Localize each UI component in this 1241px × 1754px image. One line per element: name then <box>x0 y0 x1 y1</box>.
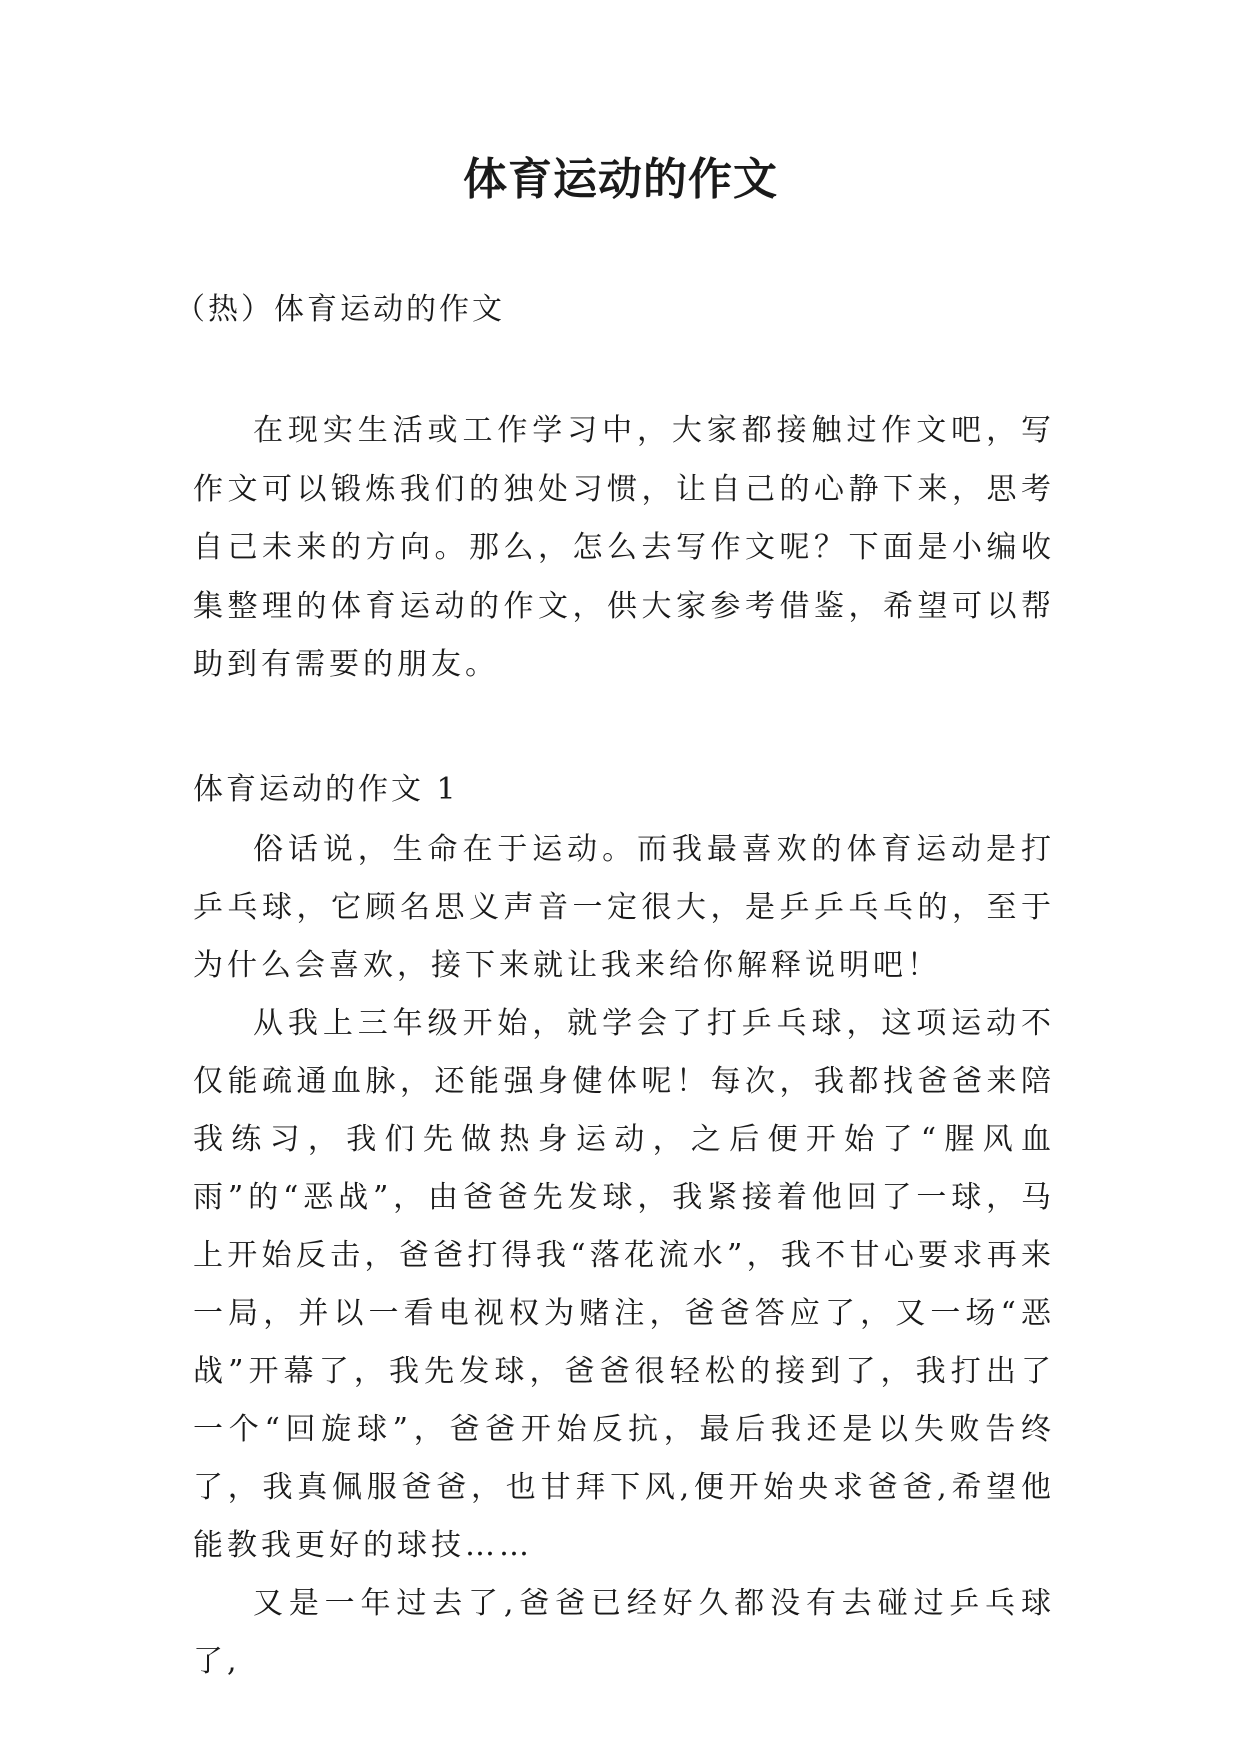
essay-paragraph-1: 俗话说，生命在于运动。而我最喜欢的体育运动是打乒乓球，它顾名思义声音一定很大，是乒乒乓乓的，至于为什么会喜欢，接下来就让我来给你解释说明吧！ <box>193 832 1055 983</box>
essay-body <box>193 821 1055 1691</box>
essay-paragraph-3: 又是一年过去了,爸爸已经好久都没有去碰过乒乓球了, <box>193 1586 1055 1679</box>
intro-paragraph: 在现实生活或工作学习中，大家都接触过作文吧，写作文可以锻炼我们的独处习惯，让自己的心静下来，思考自己未来的方向。那么，怎么去写作文呢？下面是小编收集整理的体育运动的作文，供大家参考借鉴，希望可以帮助到有需要的朋友。 <box>193 413 1055 682</box>
document-subtitle: （热）体育运动的作文 <box>175 292 505 327</box>
document-title: 体育运动的作文 <box>463 154 778 205</box>
intro-section <box>193 402 1055 695</box>
section-heading: 体育运动的作文 1 <box>193 772 459 807</box>
essay-paragraph-2: 从我上三年级开始，就学会了打乒乓球，这项运动不仅能疏通血脉，还能强身健体呢！每次，我都找爸爸来陪我练习，我们先做热身运动，之后便开始了“腥风血雨”的“恶战”，由爸爸先发球，我紧接着他回了一球，马上开始反击，爸爸打得我“落花流水”，我不甘心要求再来一局，并以一看电视权为赌注，爸爸答应了，又一场“恶战”开幕了，我先发球，爸爸很轻松的接到了，我打出了一个“回旋球”，爸爸开始反抗，最后我还是以失败告终了，我真佩服爸爸，也甘拜下风,便开始央求爸爸,希望他能教我更好的球技…… <box>193 1006 1055 1563</box>
